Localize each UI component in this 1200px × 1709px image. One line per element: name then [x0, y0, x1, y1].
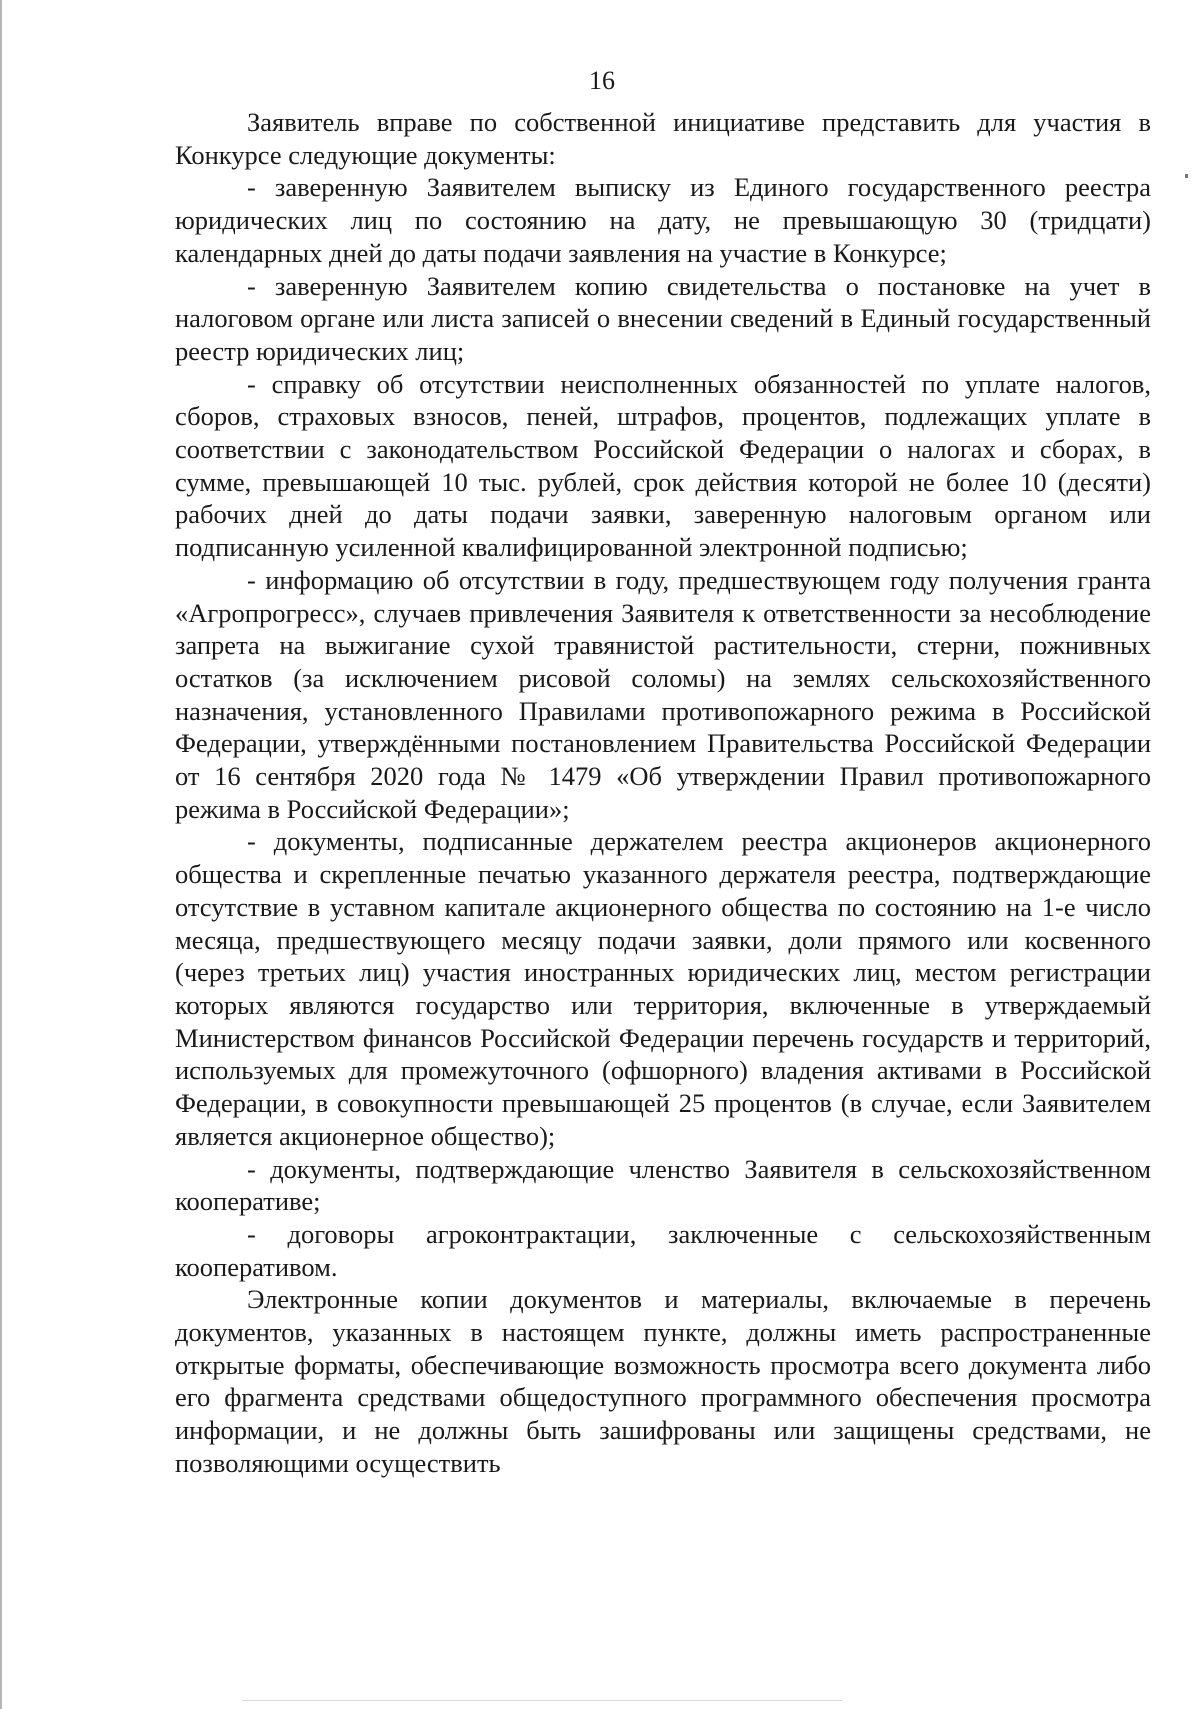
document-body: [175, 106, 1151, 1480]
list-item-cooperative-membership: - документы, подтверждающие членство Заявителя в сельскохозяйственном кооперативе;: [175, 1153, 1151, 1217]
list-item-agrocontracts: - договоры агроконтрактации, заключенные с сельскохозяйственным кооперативом.: [175, 1218, 1151, 1282]
page-number: 16: [589, 66, 615, 95]
list-item-fire-safety-info: - информацию об отсутствии в году, предшествующем году получения гранта «Агропрогресс», случаев привлечения Заявителя к ответственности за несоблюдение запрета на выжигание сухой травянистой растительности, стерни, пожнивных остатков (за исключением рисовой соломы) на землях сельскохозяйственного назначения, установленного Правилами противопожарного режима в Российской Федерации, утверждёнными постановлением Правительства Российской Федерации от 16 сентября 2020 года № 1479 «Об утверждении Правил противопожарного режима в Российской Федерации»;: [175, 564, 1151, 824]
intro-paragraph: Заявитель вправе по собственной инициативе представить для участия в Конкурсе следующие документы:: [175, 107, 1151, 170]
electronic-copies-paragraph: Электронные копии документов и материалы, включаемые в перечень документов, указанных в настоящем пункте, должны иметь распространенные открытые форматы, обеспечивающие возможность просмотра всего документа либо его фрагмента средствами общедоступного программного обеспечения просмотра информации, и не должны быть зашифрованы или защищены средствами, не позволяющими осуществить: [175, 1284, 1151, 1478]
bottom-divider: [242, 1700, 842, 1701]
list-item-egrul-extract: - заверенную Заявителем выписку из Единого государственного реестра юридических лиц по состоянию на дату, не превышающую 30 (тридцати) календарных дней до даты подачи заявления на участие в Конкурсе;: [175, 172, 1151, 268]
list-item-shareholder-register: - документы, подписанные держателем реестра акционеров акционерного общества и скрепленные печатью указанного держателя реестра, подтверждающие отсутствие в уставном капитале акционерного общества по состоянию на 1-е число месяца, предшествующего месяцу подачи заявки, доли прямого или косвенного (через третьих лиц) участия иностранных юридических лиц, местом регистрации которых являются государство или территория, включенные в утверждаемый Министерством финансов Российской Федерации перечень государств и территорий, используемых для промежуточного (офшорного) владения активами в Российской Федерации, в совокупности превышающей 25 процентов (в случае, если Заявителем является акционерное общество);: [175, 826, 1151, 1151]
scan-artifact: [1185, 174, 1188, 178]
list-item-tax-certificate: - справку об отсутствии неисполненных обязанностей по уплате налогов, сборов, страховых взносов, пеней, штрафов, процентов, подлежащих уплате в соответствии с законодательством Российской Федерации о налогах и сборах, в сумме, превышающей 10 тыс. рублей, срок действия которой не более 10 (десяти) рабочих дней до даты подачи заявки, заверенную налоговым органом или подписанную усиленной квалифицированной электронной подписью;: [175, 368, 1151, 563]
list-item-tax-registration: - заверенную Заявителем копию свидетельства о постановке на учет в налоговом органе или листа записей о внесении сведений в Единый государственный реестр юридических лиц;: [175, 270, 1151, 366]
